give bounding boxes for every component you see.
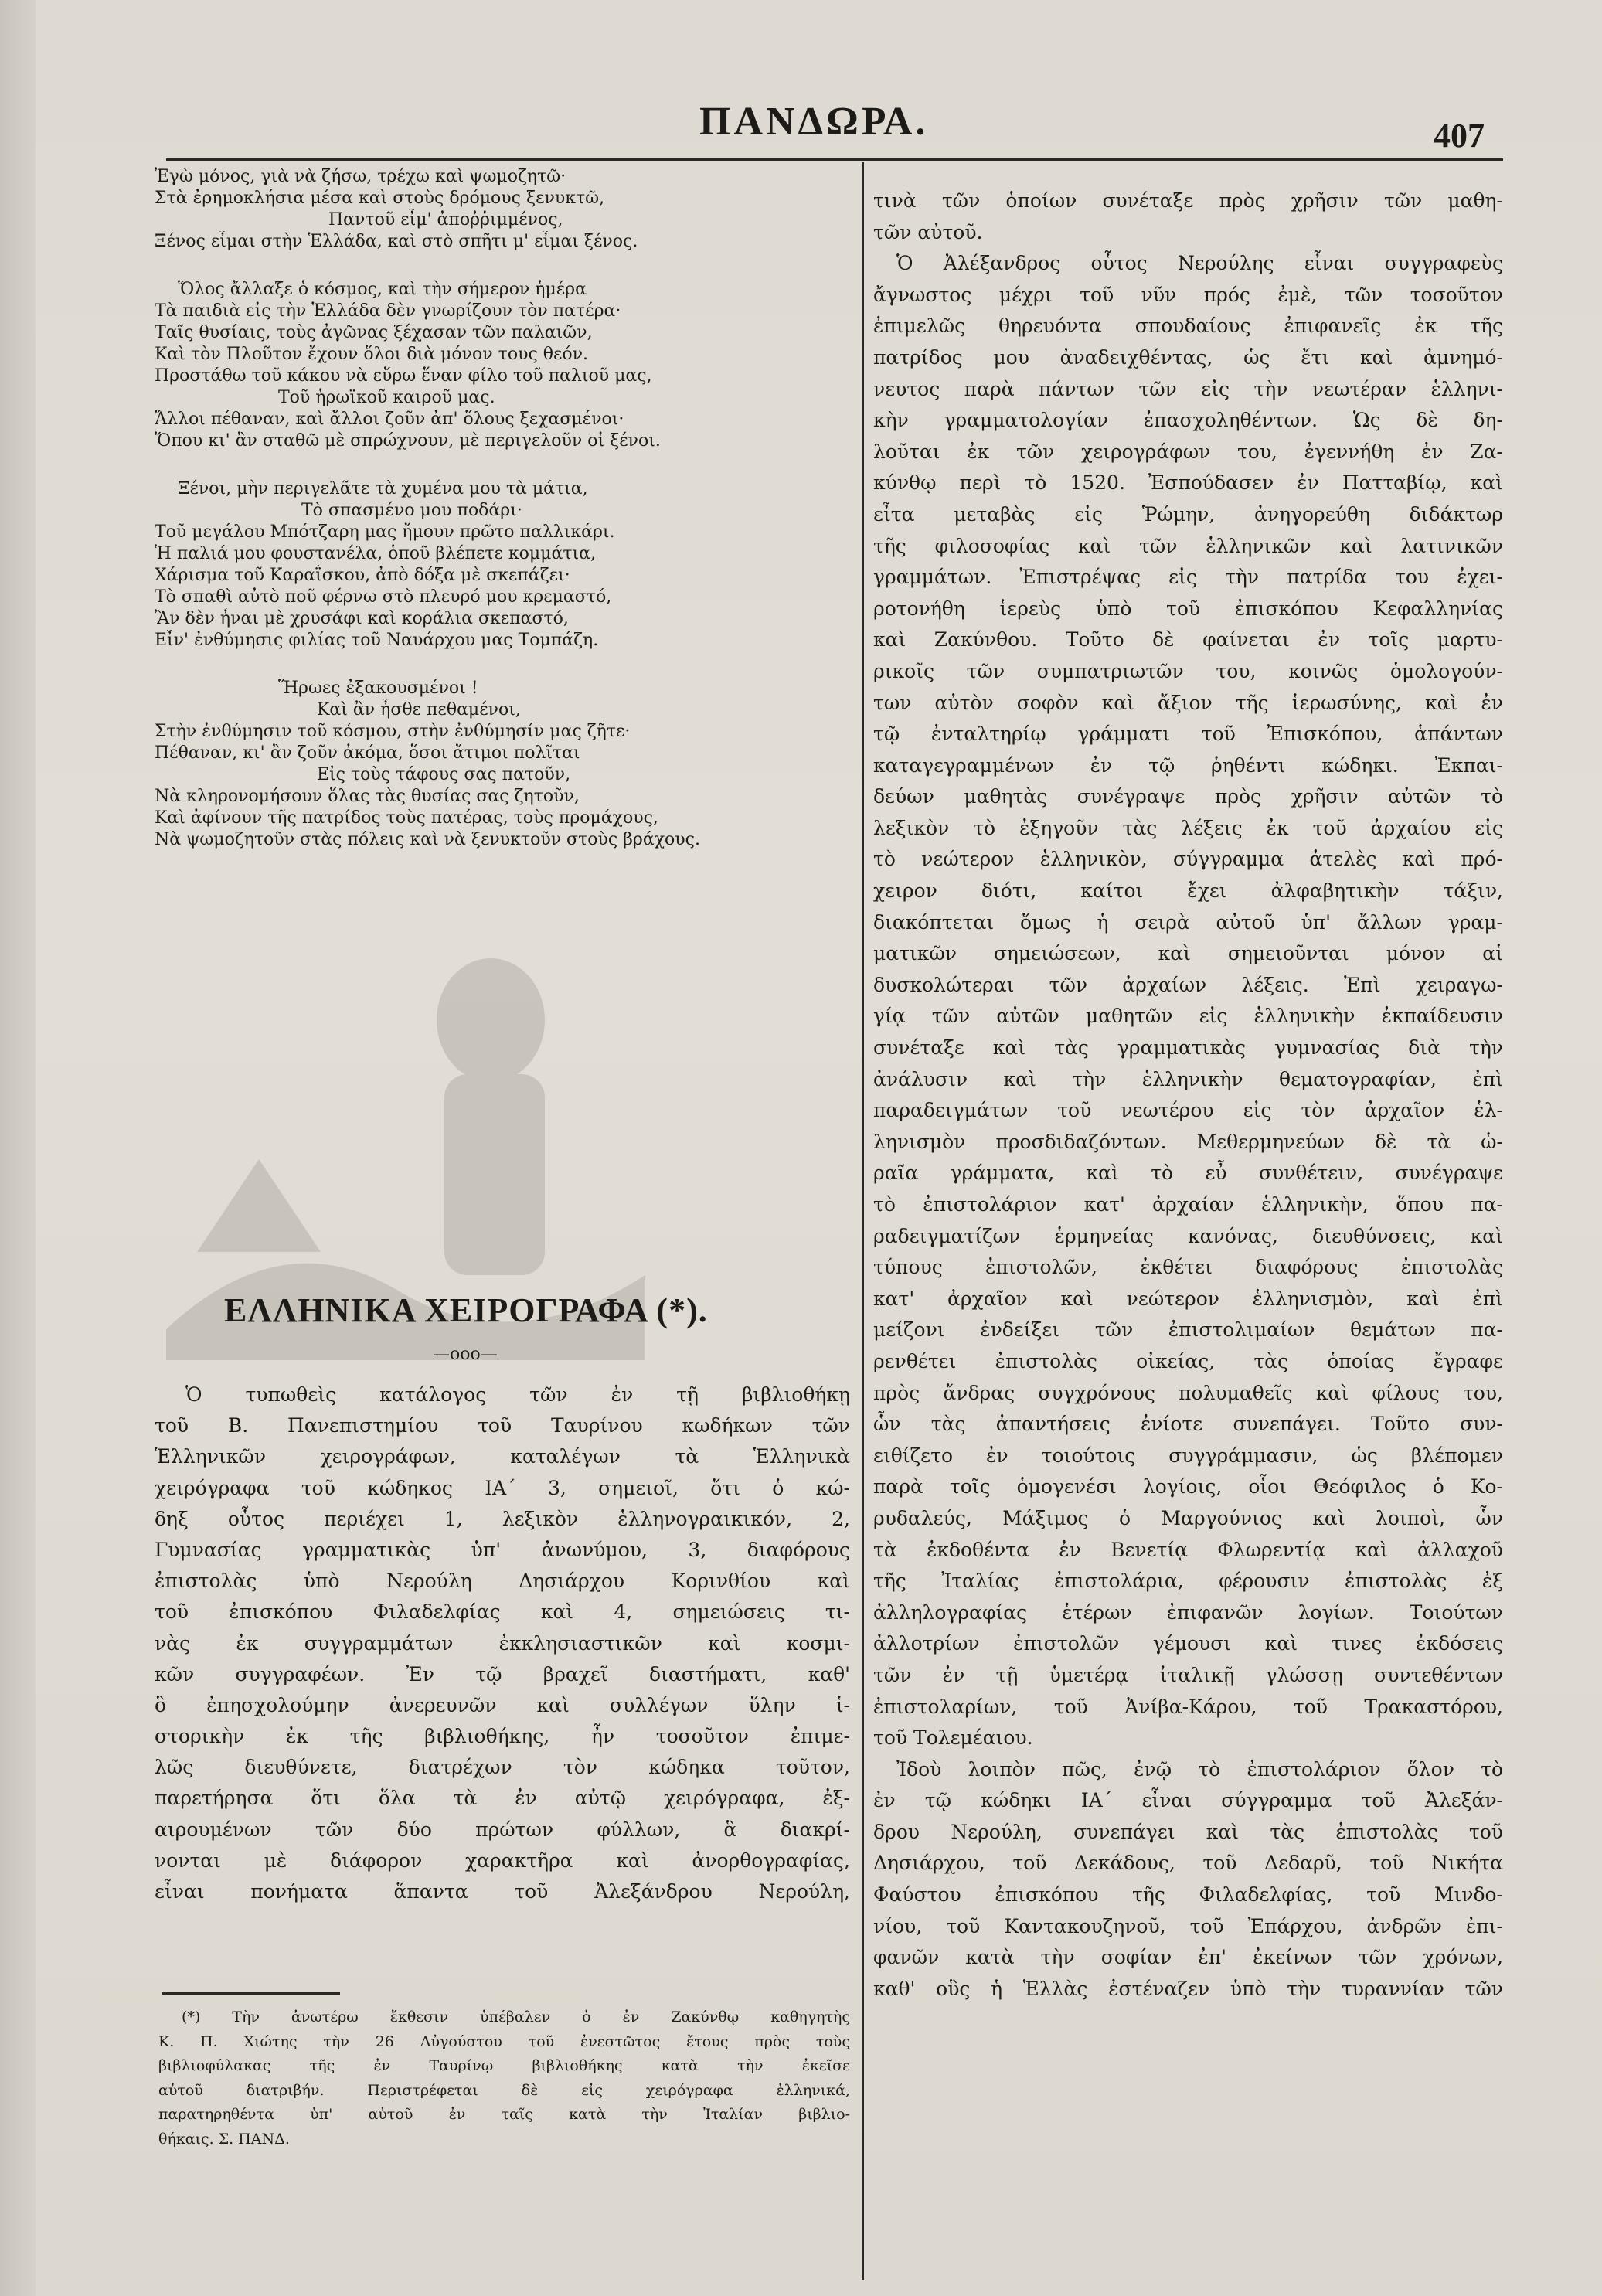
poem-stanza-4 — [155, 678, 850, 851]
poem-line: Τὰ παιδιὰ εἰς τὴν Ἑλλάδα δὲν γνωρίζουν τὸν πατέρα· — [155, 301, 621, 321]
text-line: ειθίζετο ἐν τοιούτοις συγγράμμασιν, ὡς βλέπομεν — [873, 1444, 1503, 1467]
text-line: χειρον διότι, καίτοι ἔχει ἀλφαβητικὴν τάξιν, — [873, 879, 1503, 903]
poem — [155, 166, 850, 877]
text-line: στορικὴν ἐκ τῆς βιβλιοθήκης, ἦν τοσοῦτον ἐπιμε- — [155, 1725, 850, 1748]
poem-line: Ὅλος ἄλλαξε ὁ κόσμος, καὶ τὴν σήμερον ἡμέρα — [178, 280, 587, 299]
poem-line: Καὶ ἂν ἦσθε πεθαμένοι, — [317, 700, 521, 719]
text-line: τῷ ἐνταλτηρίῳ γράμματι τοῦ Ἐπισκόπου, ἁπάντων — [873, 723, 1503, 746]
text-line: λεξικὸν τὸ ἐξηγοῦν τὰς λέξεις ἐκ τοῦ ἀρχαίου εἰς — [873, 816, 1503, 839]
header-rule — [166, 158, 1503, 161]
text-line: διακόπτεται ὅμως ἡ σειρὰ αὐτοῦ ὑπ' ἄλλων γραμ- — [873, 910, 1503, 934]
poem-line: Στὴν ἐνθύμησιν τοῦ κόσμου, στὴν ἐνθύμησίν μας ζῆτε· — [155, 722, 631, 741]
text-line: παρὰ τοῖς ὁμογενέσι λογίοις, οἷοι Θεόφιλος ὁ Κο- — [873, 1475, 1503, 1498]
text-line: Γυμνασίας γραμματικὰς ὑπ' ἀνωνύμου, 3, διαφόρους — [155, 1538, 850, 1561]
text-line: τῶν ἐν τῇ ὑμετέρᾳ ἰταλικῇ γλώσσῃ συντεθέντων — [873, 1663, 1503, 1686]
text-line: ἀλληλογραφίας ἑτέρων ἐπιφανῶν λογίων. Τοιούτων — [873, 1600, 1503, 1624]
text-line: λοῦται ἐκ τῶν χειρογράφων του, ἐγεννήθη ἐν Ζα- — [873, 440, 1503, 463]
text-line: συνέταξε καὶ τὰς γραμματικὰς γυμνασίας διὰ τὴν — [873, 1036, 1503, 1060]
text-line: παραδειγμάτων τοῦ νεωτέρου εἰς τὸν ἀρχαῖον ἑλ- — [873, 1099, 1503, 1122]
poem-line: Προστάθω τοῦ κάκου νὰ εὕρω ἕναν φίλο τοῦ παλιοῦ μας, — [155, 366, 652, 386]
text-line: λῶς διευθύνετε, διατρέχων τὸν κώδηκα τοῦτον, — [155, 1756, 850, 1779]
poem-line: Ἡ παλιά μου φουστανέλα, ὁποῦ βλέπετε κομμάτια, — [155, 544, 596, 563]
text-line: κὴν γραμματολογίαν ἐπασχοληθέντων. Ὡς δὲ δη- — [873, 409, 1503, 432]
text-line: τὰ ἐκδοθέντα ἐν Βενετίᾳ Φλωρεντίᾳ καὶ ἀλλαχοῦ — [873, 1538, 1503, 1561]
poem-line: Εἶν' ἐνθύμησις φιλίας τοῦ Ναυάρχου μας Τομπάζη. — [155, 631, 599, 650]
text-line: ληνισμὸν προσδιδαζόντων. Μεθερμηνεύων δὲ τὰ ὡ- — [873, 1130, 1503, 1153]
poem-line: Καὶ τὸν Πλοῦτον ἔχουν ὅλοι διὰ μόνον τους θεόν. — [155, 345, 589, 364]
text-line: τινὰ τῶν ὁποίων συνέταξε πρὸς χρῆσιν τῶν μαθη- — [873, 189, 1503, 212]
footnote-line: παρατηρηθέντα ὑπ' αὐτοῦ ἐν ταῖς κατὰ τὴν Ἰταλίαν βιβλιο- — [158, 2106, 850, 2123]
footnote-line: βιβλιοφύλακας τῆς ἐν Ταυρίνῳ βιβλιοθήκης κατὰ τὴν ἐκεῖσε — [158, 2057, 850, 2074]
text-line: πατρίδος μου ἀναδειχθέντας, ὡς ἔτι καὶ ἀμνημό- — [873, 345, 1503, 369]
text-line: νίου, τοῦ Καντακουζηνοῦ, τοῦ Ἐπάρχου, ἀνδρῶν ἐπι- — [873, 1914, 1503, 1937]
footnote — [158, 2005, 850, 2151]
page-number: 407 — [1434, 117, 1485, 155]
poem-line: Εἰς τοὺς τάφους σας πατοῦν, — [317, 765, 571, 784]
text-line: ρενθέτει ἐπιστολὰς οἰκείας, τὰς ὁποίας ἔγραφε — [873, 1349, 1503, 1372]
text-line: ἐν τῷ κώδηκι ΙΑ΄ εἶναι σύγγραμμα τοῦ Ἀλεξάν- — [873, 1789, 1503, 1812]
poem-line: Χάρισμα τοῦ Καραΐσκου, ἀπὸ δόξα μὲ σκεπάζει· — [155, 566, 570, 585]
poem-line: Καὶ ἀφίνουν τῆς πατρίδος τοὺς πατέρας, τοὺς προμάχους, — [155, 808, 658, 828]
text-line: αιρουμένων τῶν δύο πρώτων φύλλων, ἃ διακρί- — [155, 1818, 850, 1841]
text-line: τῆς Ἰταλίας ἐπιστολάρια, φέρουσιν ἐπιστολὰς ἐξ — [873, 1570, 1503, 1593]
text-line: ἐπιστολαρίων, τοῦ Ἀνίβα-Κάρου, τοῦ Τρακαστόρου, — [873, 1695, 1503, 1718]
page-spine-shadow — [0, 0, 36, 2296]
text-line: νευτος παρὰ πάντων τῶν εἰς τὴν νεωτέραν ἑλληνι- — [873, 377, 1503, 400]
poem-line: Ξένοι, μὴν περιγελᾶτε τὰ χυμένα μου τὰ μάτια, — [178, 479, 588, 498]
poem-line: Τοῦ μεγάλου Μπότζαρη μας ἤμουν πρῶτο παλλικάρι. — [155, 522, 615, 542]
article-right-column — [873, 185, 1503, 2005]
text-line: κατ' ἀρχαῖον καὶ νεώτερον ἑλληνισμὸν, καὶ ἐπὶ — [873, 1287, 1503, 1310]
footnote-line: Κ. Π. Χιώτης τὴν 26 Αὐγούστου τοῦ ἐνεστῶτος ἔτους πρὸς τοὺς — [158, 2032, 850, 2050]
text-line: Ὁ τυπωθεὶς κατάλογος τῶν ἐν τῇ βιβλιοθήκῃ — [185, 1383, 850, 1406]
text-line: Ἑλληνικῶν χειρογράφων, καταλέγων τὰ Ἑλληνικὰ — [155, 1445, 850, 1468]
footnote-line: αὐτοῦ διατριβήν. Περιστρέφεται δὲ εἰς χειρόγραφα ἑλληνικά, — [158, 2081, 850, 2099]
text-line: ἄγνωστος μέχρι τοῦ νῦν πρός ἐμὲ, τῶν τοσοῦτον — [873, 283, 1503, 306]
text-line: κῶν συγγραφέων. Ἐν τῷ βραχεῖ διαστήματι, καθ' — [155, 1662, 850, 1685]
text-line: νὰς ἐκ συγγραμμάτων ἐκκλησιαστικῶν καὶ κοσμι- — [155, 1631, 850, 1655]
section-ornament: —οοο— — [433, 1345, 498, 1364]
text-line: εἶναι πονήματα ἅπαντα τοῦ Ἀλεξάνδρου Νερούλη, — [155, 1880, 850, 1903]
poem-line: Νὰ κληρονομήσουν ὅλας τὰς θυσίας σας ζητοῦν, — [155, 787, 580, 806]
text-line: κύνθῳ περὶ τὸ 1520. Ἐσπούδασεν ἐν Πατταβίῳ, καὶ — [873, 471, 1503, 495]
text-line: καταγεγραμμένων ἐν τῷ ῥηθέντι κώδηκι. Ἐκπαι- — [873, 753, 1503, 777]
text-line: ραδειγματίζων ἑρμηνείας κανόνας, διευθύνσεις, καὶ — [873, 1224, 1503, 1247]
text-line: ρικοῖς τῶν συμπατριωτῶν του, κοινῶς ὁμολογούν- — [873, 659, 1503, 682]
footnote-line: θήκαις. Σ. ΠΑΝΔ. — [158, 2130, 290, 2148]
text-line: ἀνάλυσιν καὶ τὴν ἑλληνικὴν θεματογραφίαν, ἐπὶ — [873, 1067, 1503, 1090]
article-left-column — [155, 1379, 850, 1907]
column-divider — [862, 162, 864, 2280]
poem-line: Νὰ ψωμοζητοῦν στὰς πόλεις καὶ νὰ ξενυκτοῦν στοὺς βράχους. — [155, 830, 700, 849]
text-line: ἐπιστολὰς ὑπὸ Νερούλη Δησιάρχου Κορινθίου καὶ — [155, 1570, 850, 1593]
poem-stanza-3 — [155, 478, 850, 651]
text-line: καθ' οὓς ἡ Ἑλλὰς ἐστέναζεν ὑπὸ τὴν τυραννίαν τῶν — [873, 1977, 1503, 2000]
text-line: Φαύστου ἐπισκόπου τῆς Φιλαδελφίας, τοῦ Μινδο- — [873, 1883, 1503, 1907]
poem-line: Τὸ σπαθὶ αὐτὸ ποῦ φέρνω στὸ πλευρό μου κρεμαστό, — [155, 587, 612, 607]
text-line: τὸ ἐπιστολάριον κατ' ἀρχαίαν ἑλληνικὴν, ὅπου πα- — [873, 1193, 1503, 1216]
text-line: Ὁ Ἀλέξανδρος οὗτος Νερούλης εἶναι συγγραφεὺς — [896, 252, 1503, 275]
text-line: πρὸς ἄνδρας συγχρόνους πολυμαθεῖς καὶ φίλους του, — [873, 1381, 1503, 1404]
text-line: Δησιάρχου, τοῦ Δεκάδους, τοῦ Δεδαρῦ, τοῦ Νικήτα — [873, 1852, 1503, 1875]
text-line: Ἰδοὺ λοιπὸν πῶς, ἐνῷ τὸ ἐπιστολάριον ὅλον τὸ — [896, 1757, 1503, 1781]
poem-line: Ἐγὼ μόνος, γιὰ νὰ ζήσω, τρέχω καὶ ψωμοζητῶ· — [155, 167, 566, 186]
text-line: παρετήρησα ὅτι ὅλα τὰ ἐν αὐτῷ χειρόγραφα, ἐξ- — [155, 1787, 850, 1810]
poem-line: Ὅπου κι' ἂν σταθῶ μὲ σπρώχνουν, μὲ περιγελοῦν οἱ ξένοι. — [155, 431, 661, 451]
poem-line: Τὸ σπασμένο μου ποδάρι· — [301, 501, 522, 520]
text-line: γραμμάτων. Ἐπιστρέψας εἰς τὴν πατρίδα του ἐχει- — [873, 566, 1503, 589]
text-line: ρυδαλεύς, Μάξιμος ὁ Μαργούνιος καὶ λοιποὶ, ὧν — [873, 1506, 1503, 1529]
footnote-rule — [162, 1992, 340, 1995]
poem-line: Πέθαναν, κι' ἂν ζοῦν ἀκόμα, ὅσοι ἄτιμοι πολῖται — [155, 743, 580, 763]
text-line: τὸ νεώτερον ἑλληνικὸν, σύγγραμμα ἀτελὲς καὶ πρό- — [873, 848, 1503, 871]
poem-line: Παντοῦ εἶμ' ἀποῤῥιμμένος, — [328, 210, 563, 230]
text-line: τοῦ Β. Πανεπιστημίου τοῦ Ταυρίνου κωδήκων τῶν — [155, 1414, 850, 1437]
poem-stanza-1 — [155, 166, 850, 253]
text-line: τῆς φιλοσοφίας καὶ τῶν ἑλληνικῶν καὶ λατινικῶν — [873, 534, 1503, 557]
text-line: των αὐτὸν σοφὸν καὶ ἄξιον τῆς ἱερωσύνης, καὶ ἐν — [873, 691, 1503, 714]
footnote-line: (*) Τὴν ἀνωτέρω ἔκθεσιν ὑπέβαλεν ὁ ἐν Ζακύνθῳ καθηγητὴς — [182, 2009, 850, 2026]
poem-line: Τοῦ ἡρωϊκοῦ καιροῦ μας. — [278, 388, 495, 407]
text-line: καὶ Ζακύνθου. Τοῦτο δὲ φαίνεται ἐν τοῖς μαρτυ- — [873, 628, 1503, 651]
page-title: ΠΑΝΔΩΡΑ. — [699, 100, 929, 144]
text-line: δρου Νερούλη, συνεπάγει καὶ τὰς ἐπιστολὰς τοῦ — [873, 1820, 1503, 1843]
text-line: τῶν αὐτοῦ. — [873, 220, 983, 243]
text-line: μείζονι ἐνδείξει τῶν ἐπιστολιμαίων θεμάτων πα- — [873, 1318, 1503, 1342]
section-heading: ΕΛΛΗΝΙΚΑ ΧΕΙΡΟΓΡΑΦΑ (*). — [224, 1291, 708, 1329]
text-line: ροτονήθη ἱερεὺς ὑπὸ τοῦ ἐπισκόπου Κεφαλληνίας — [873, 597, 1503, 620]
text-line: χειρόγραφα τοῦ κώδηκος ΙΑ΄ 3, σημειοῖ, ὅτι ὁ κώ- — [155, 1476, 850, 1499]
poem-line: Ταῖς θυσίαις, τοὺς ἀγῶνας ξέχασαν τῶν παλαιῶν, — [155, 323, 593, 342]
text-line: ὃ ἐπησχολούμην ἀνερευνῶν καὶ συλλέγων ὕλην ἱ- — [155, 1693, 850, 1716]
text-line: ραῖα γράμματα, καὶ τὸ εὖ συνθέτειν, συνέγραψε — [873, 1162, 1503, 1185]
text-line: δυσκολώτεραι τῶν ἀρχαίων λέξεις. Ἐπὶ χειραγω- — [873, 973, 1503, 996]
poem-line: Ἄλλοι πέθαναν, καὶ ἄλλοι ζοῦν ἀπ' ὅλους ξεχασμένοι· — [155, 410, 624, 429]
text-line: νονται μὲ διάφορον χαρακτῆρα καὶ ἀνορθογραφίας, — [155, 1849, 850, 1872]
poem-line: Ἂν δὲν ἦναι μὲ χρυσάφι καὶ κοράλια σκεπαστό, — [155, 609, 569, 628]
poem-line: Ἥρωες ἐξακουσμένοι ! — [278, 679, 478, 698]
poem-line: Στὰ ἐρημοκλήσια μέσα καὶ στοὺς δρόμους ξενυκτῶ, — [155, 189, 605, 208]
text-line: δηξ οὗτος περιέχει 1, λεξικὸν ἑλληνογραικικόν, 2, — [155, 1507, 850, 1530]
text-line: τοῦ ἐπισκόπου Φιλαδελφίας καὶ 4, σημειώσεις τι- — [155, 1600, 850, 1624]
text-line: δεύων μαθητὰς συνέγραψε πρὸς χρῆσιν αὐτῶν τὸ — [873, 785, 1503, 808]
poem-line: Ξένος εἶμαι στὴν Ἑλλάδα, καὶ στὸ σπῆτι μ' εἶμαι ξένος. — [155, 232, 638, 251]
text-line: τοῦ Τολεμέαιου. — [873, 1726, 1033, 1750]
text-line: εἶτα μεταβὰς εἰς Ῥώμην, ἀνηγορεύθη διδάκτωρ — [873, 502, 1503, 526]
text-line: ματικῶν σημειώσεων, καὶ σημειοῦνται μόνον αἱ — [873, 942, 1503, 965]
poem-stanza-2 — [155, 279, 850, 452]
text-line: ἐπιμελῶς θηρευόντα σπουδαίους ἐπιφανεῖς ἐκ τῆς — [873, 315, 1503, 338]
text-line: τύπους ἐπιστολῶν, ἐκθέτει διαφόρους ἐπιστολὰς — [873, 1256, 1503, 1279]
text-line: ὧν τὰς ἀπαντήσεις ἐνίοτε συνεπάγει. Τοῦτο συν- — [873, 1413, 1503, 1436]
text-line: ἀλλοτρίων ἐπιστολῶν γέμουσι καὶ τινες ἐκδόσεις — [873, 1632, 1503, 1655]
text-line: γίᾳ τῶν αὐτῶν μαθητῶν εἰς ἑλληνικὴν ἐκπαίδευσιν — [873, 1005, 1503, 1028]
text-line: φανῶν κατὰ τὴν σοφίαν ἐπ' ἐκείνων τῶν χρόνων, — [873, 1946, 1503, 1969]
